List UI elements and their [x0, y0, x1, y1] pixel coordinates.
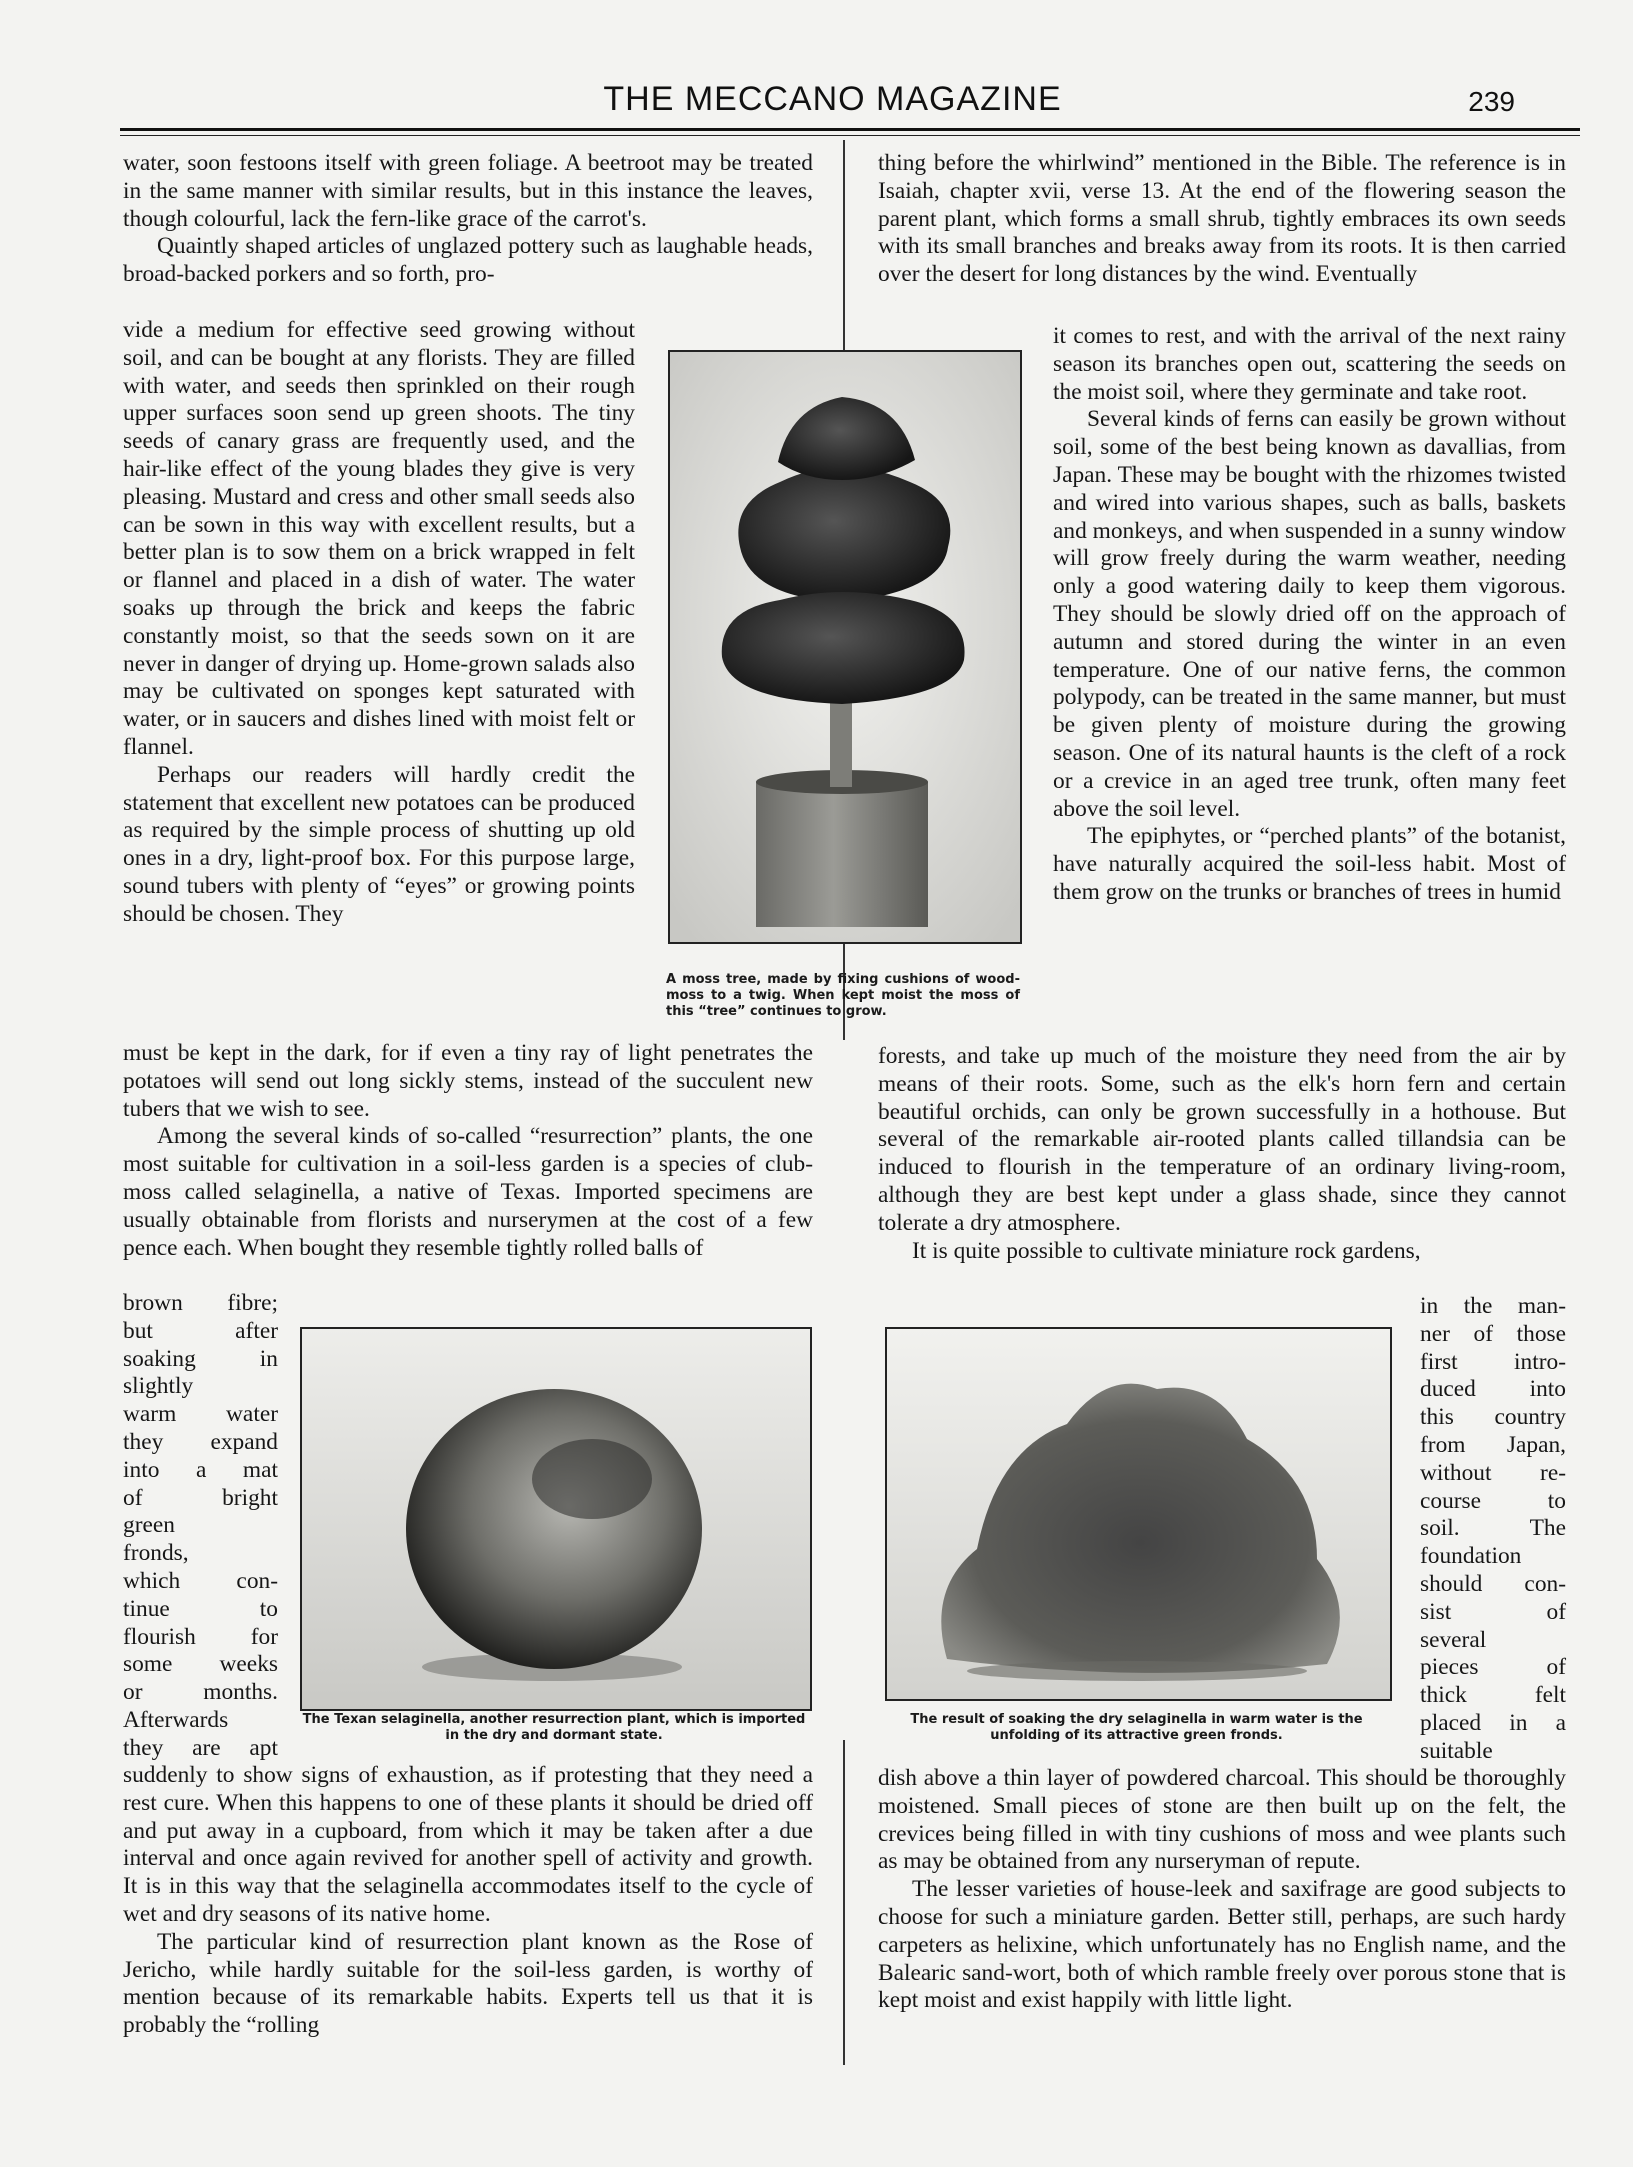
text-line: thick felt — [1420, 1682, 1566, 1709]
text-line: slightly — [123, 1373, 194, 1400]
text-line: in the man- — [1420, 1293, 1566, 1319]
text-line: duced into — [1420, 1376, 1566, 1403]
text-line: some weeks — [123, 1651, 278, 1678]
paragraph: it comes to rest, and with the arrival of the next rainy season its branches open out, scattering the seeds on the moist soil, where they germinate and take root. — [1053, 323, 1566, 405]
paragraph: Perhaps our readers will hardly credit the statement that excellent new potatoes can be produced as required by the simple process of shutting up old ones in a dry, light-proof box. For this purpose large, sound tubers with plenty of “eyes” or growing points should be chosen. They — [123, 761, 635, 927]
text-line: should con- — [1420, 1570, 1566, 1597]
text-line: warm water — [123, 1401, 278, 1428]
right-wrap-text — [1053, 323, 1566, 907]
paragraph: The epiphytes, or “perched plants” of the botanist, have naturally acquired the soil-less habit. Most of them grow on the trunks or branches of trees in humid — [1053, 823, 1566, 905]
paragraph: thing before the whirlwind” mentioned in the Bible. The reference is in Isaiah, chapter xvii, verse 13. At the end of the flowering season the parent plant, which forms a small shrub, tightly embraces its own seeds with its small branches and breaks away from its roots. It is then carried over the desert for long distances by the wind. Eventually — [878, 150, 1566, 288]
text-line: from Japan, — [1420, 1431, 1566, 1458]
dry-selaginella-image — [302, 1329, 810, 1709]
unfolded-selaginella-photo — [885, 1327, 1392, 1701]
paragraph: Several kinds of ferns can easily be grown without soil, some of the best being known as davallias, from Japan. These may be bought with the rhizomes twisted and wired into various shapes, such as balls, baskets and monkeys, and when suspended in a sunny window will grow freely during the warm weather, needing only a good watering daily to keep them vigorous. They should be slowly dried off on the approach of autumn and stored during the winter in an even temperature. One of our native ferns, the common polypody, can be treated in the same manner, but must be given plenty of moisture during the growing season. One of its natural haunts is the cleft of a rock or a crevice in an aged tree trunk, often many feet above the soil level. — [1053, 406, 1566, 822]
text-line: into a mat — [123, 1456, 278, 1483]
text-line: which con- — [123, 1567, 278, 1594]
left-wrap-text — [123, 317, 635, 929]
text-line: soaking in — [123, 1345, 278, 1372]
text-line: this country — [1420, 1404, 1566, 1431]
text-line: brown fibre; — [123, 1290, 278, 1316]
paragraph: forests, and take up much of the moisture they need from the air by means of their roots. Some, such as the elk's horn fern and certain beautiful orchids, can only be grown successfully in a hothouse. But several of the remarkable air-rooted plants called tillandsia can be induced to flourish in the temperature of an ordinary living-room, although they are best kept under a glass shade, since they cannot tolerate a dry atmosphere. — [878, 1043, 1566, 1236]
left-narrow-text — [123, 1290, 278, 1763]
paragraph: Among the several kinds of so-called “resurrection” plants, the one most suitable for cultivation in a soil-less garden is a species of club-moss called selaginella, a native of Texas. Imported specimens are usually obtainable from florists and nurserymen at the cost of a few pence each. When bought they resemble tightly rolled balls of — [123, 1123, 813, 1261]
page-header — [120, 78, 1545, 118]
text-line: of bright — [123, 1484, 278, 1511]
text-line: soil. The — [1420, 1515, 1566, 1542]
text-line: sist of — [1420, 1598, 1566, 1625]
column-divider-bottom — [843, 1740, 845, 2065]
paragraph: water, soon festoons itself with green foliage. A beetroot may be treated in the same manner with similar results, but in this instance the leaves, though colourful, lack the fern-like grace of the carrot's. — [123, 150, 813, 232]
paragraph: It is quite possible to cultivate miniature rock gardens, — [912, 1237, 1421, 1264]
text-line: they expand — [123, 1428, 278, 1455]
text-line: foundation — [1420, 1543, 1522, 1570]
dry-selaginella-caption: The Texan selaginella, another resurrection plant, which is imported in the dry and dormant state. — [302, 1712, 806, 1743]
left-middle-text — [123, 1040, 813, 1262]
header-rule — [120, 128, 1580, 131]
paragraph: dish above a thin layer of powdered charcoal. This should be thoroughly moistened. Small pieces of stone are then built up on the felt, the crevices being filled in with tiny cushions of moss and wee plants such as may be obtained from any nurseryman of repute. — [878, 1765, 1566, 1875]
paragraph: The lesser varieties of house-leek and saxifrage are good subjects to choose for such a miniature garden. Better still, perhaps, are such hardy carpeters as helixine, which unfortunately has no English name, and the Balearic sand-wort, both of which ramble freely over porous stone that is kept moist and exist happily with little light. — [878, 1876, 1566, 2014]
text-line: without re- — [1420, 1459, 1566, 1486]
unfolded-selaginella-caption: The result of soaking the dry selaginella in warm water is the unfolding of its attractive green fronds. — [910, 1712, 1363, 1743]
text-line: pieces of — [1420, 1654, 1566, 1681]
text-line: suitable — [1420, 1737, 1493, 1764]
right-narrow-text — [1420, 1293, 1566, 1766]
text-line: or months. — [123, 1679, 278, 1706]
dry-selaginella-photo — [300, 1327, 812, 1711]
unfolded-selaginella-image — [887, 1329, 1390, 1699]
magazine-title: THE MECCANO MAGAZINE — [603, 80, 1062, 118]
text-line: course to — [1420, 1487, 1566, 1514]
right-middle-text — [878, 1043, 1566, 1265]
text-line: placed in a — [1420, 1709, 1566, 1736]
paragraph: Quaintly shaped articles of unglazed pottery such as laughable heads, broad-backed porkers and so forth, pro- — [123, 233, 813, 288]
text-line: but after — [123, 1317, 278, 1344]
moss-tree-photo — [668, 350, 1022, 944]
left-bottom-text — [123, 1762, 813, 2040]
text-line: green — [123, 1512, 175, 1539]
text-line: flourish for — [123, 1623, 278, 1650]
text-line: several — [1420, 1626, 1487, 1653]
text-line: fronds, — [123, 1540, 189, 1567]
paragraph: must be kept in the dark, for if even a tiny ray of light penetrates the potatoes will send out long sickly stems, instead of the succulent new tubers that we wish to see. — [123, 1040, 813, 1122]
paragraph: The particular kind of resurrection plant known as the Rose of Jericho, while hardly suitable for the soil-less garden, is worthy of mention because of its remarkable habits. Experts tell us that it is probably the “rolling — [123, 1928, 813, 2039]
text-line: ner of those — [1420, 1320, 1566, 1347]
moss-tree-image — [670, 352, 1020, 942]
left-top-text — [123, 150, 813, 289]
text-line: tinue to — [123, 1595, 278, 1622]
header-rule-thin — [120, 135, 1580, 136]
text-line: they are apt — [123, 1734, 278, 1761]
text-line: first intro- — [1420, 1348, 1566, 1375]
moss-tree-caption: A moss tree, made by fixing cushions of wood-moss to a twig. When kept moist the moss of this “tree” continues to grow. — [666, 972, 1020, 1019]
right-bottom-text — [878, 1765, 1566, 2015]
page-number: 239 — [1468, 86, 1515, 117]
right-top-text — [878, 150, 1566, 289]
paragraph: suddenly to show signs of exhaustion, as if protesting that they need a rest cure. When this happens to one of these plants it should be dried off and put away in a cupboard, from which it may be taken after a due interval and once again revived for another spell of activity and growth. It is in this way that the selaginella accommodates itself to the cycle of wet and dry seasons of its native home. — [123, 1762, 813, 1927]
text-line: Afterwards — [123, 1706, 229, 1733]
paragraph: vide a medium for effective seed growing without soil, and can be bought at any florists. They are filled with water, and seeds then sprinkled on their rough upper surfaces soon send up green shoots. The tiny seeds of canary grass are frequently used, and the hair-like effect of the young blades they give is very pleasing. Mustard and cress and other small seeds also can be sown in this way with excellent results, but a better plan is to sow them on a brick wrapped in felt or flannel and placed in a dish of water. The water soaks up through the brick and keeps the fabric constantly moist, so that the seeds sown on it are never in danger of drying up. Home-grown salads also may be cultivated on sponges kept saturated with water, or in saucers and dishes lined with moist felt or flannel. — [123, 317, 635, 760]
